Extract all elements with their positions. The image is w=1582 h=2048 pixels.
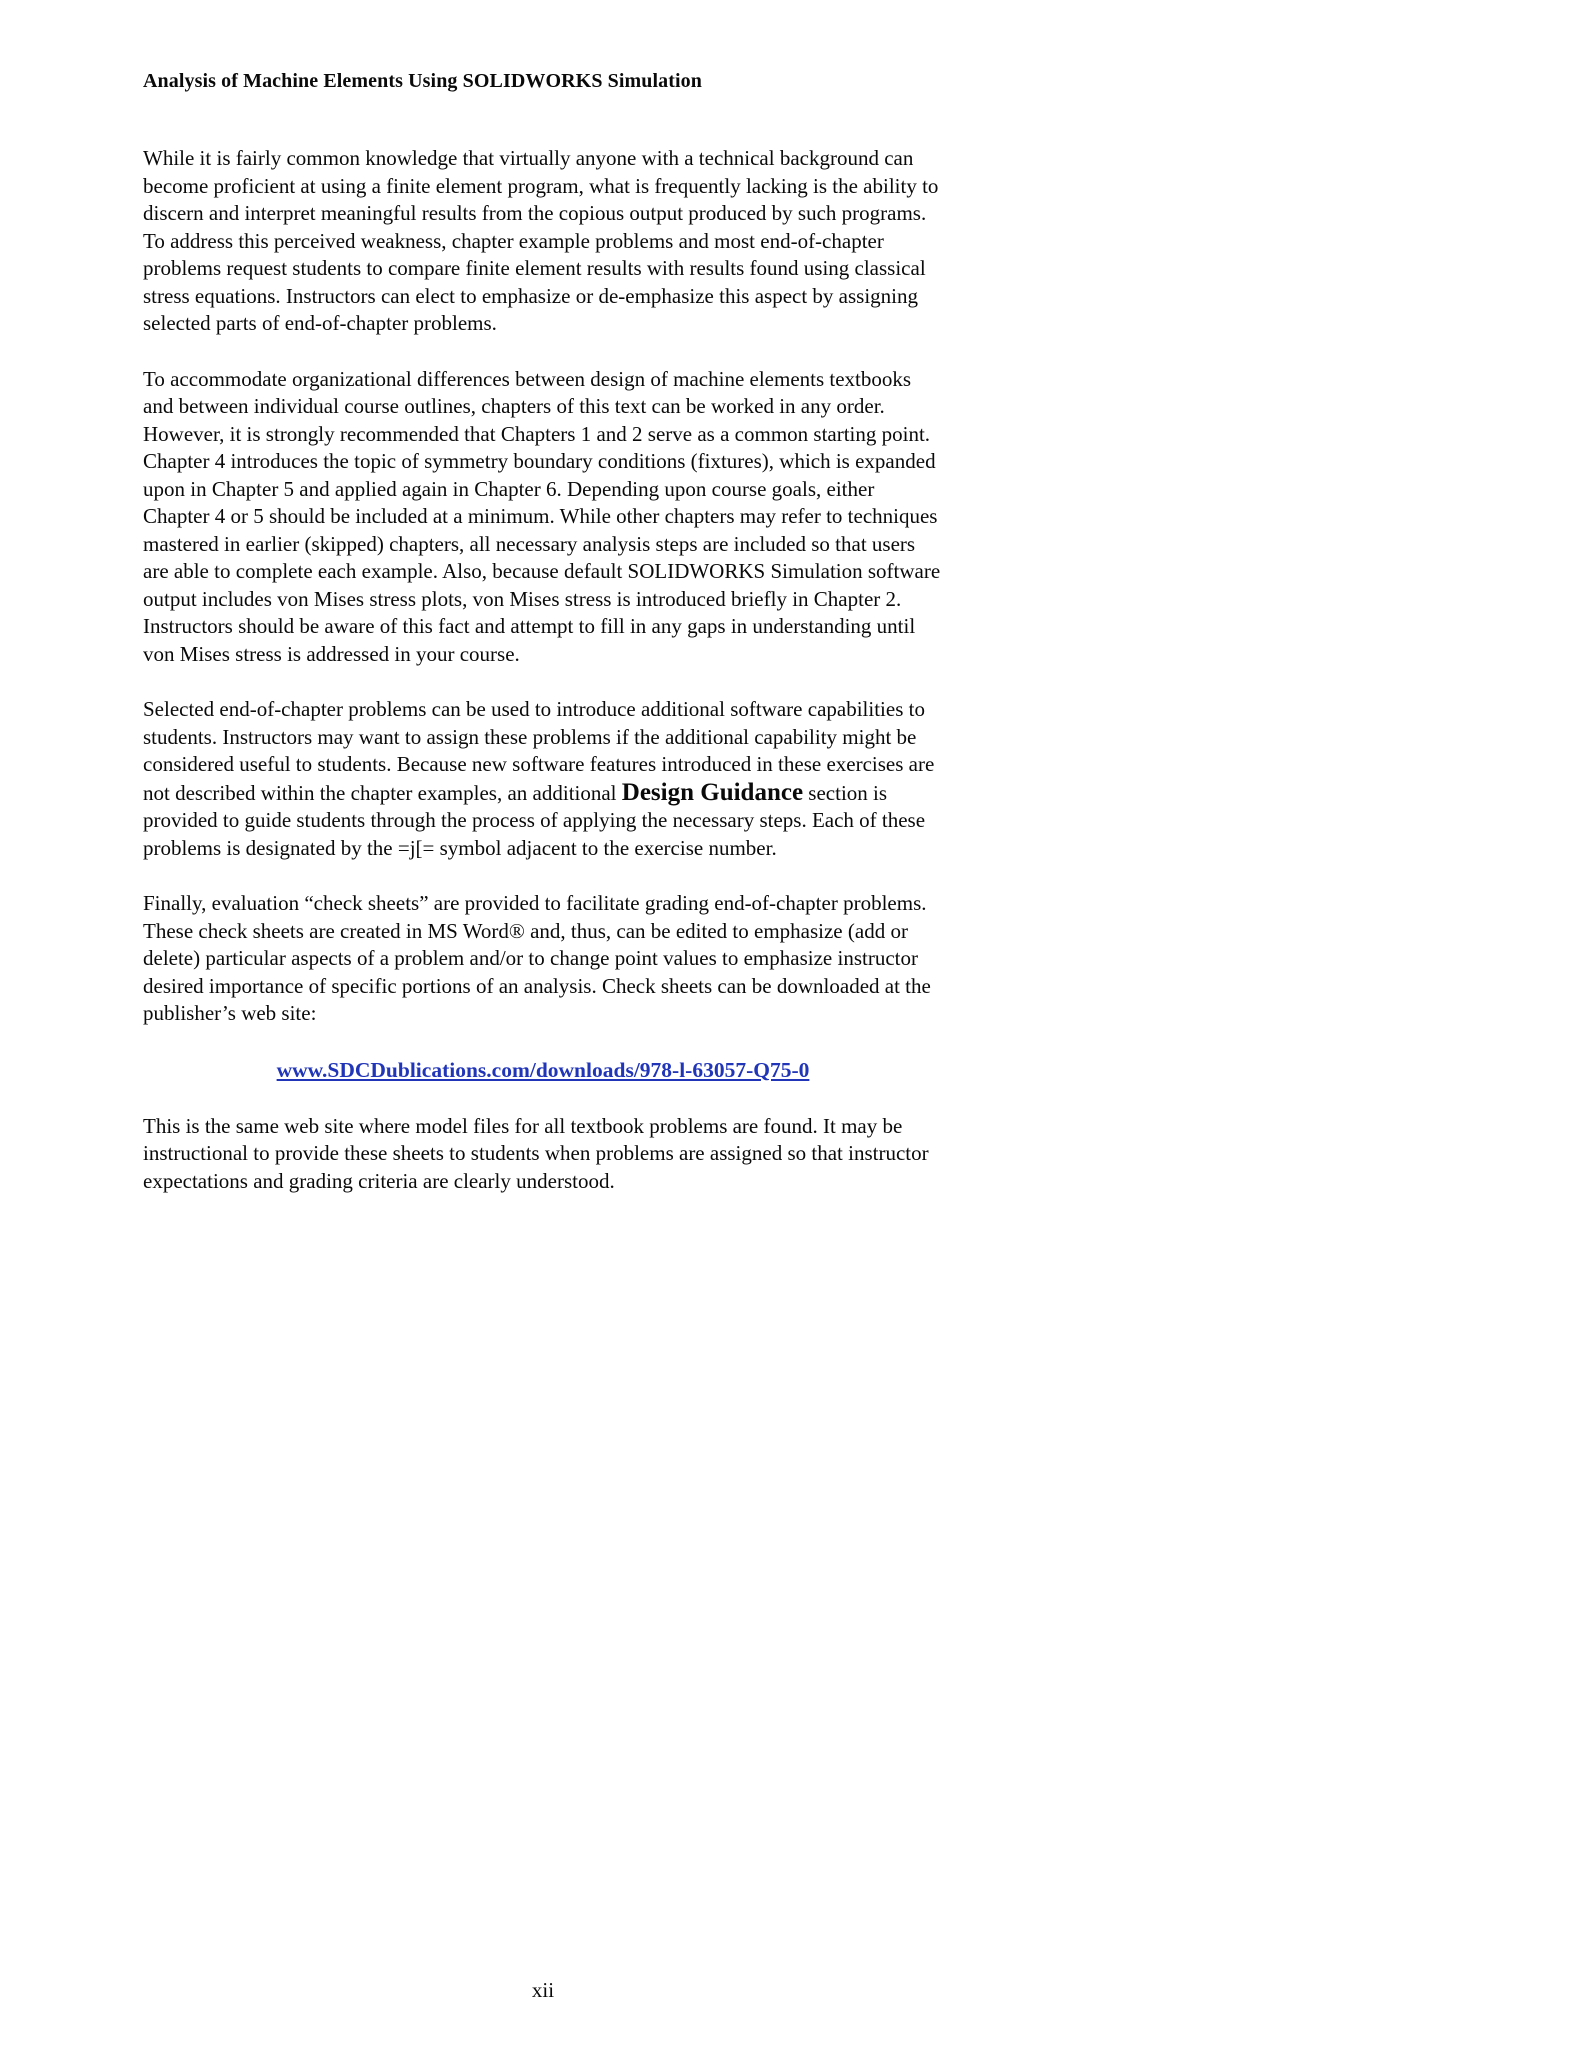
paragraph-check-sheets: Finally, evaluation “check sheets” are provided to facilitate grading end-of-chapter problems. These check sheets are created in MS Word® and, thus, can be edited to emphasize (add or delete) particular aspects of a problem and/or to change point values to emphasize instructor desired importance of specific portions of an analysis. Check sheets can be downloaded at the publisher’s web site: [143, 891, 931, 1025]
paragraph-design-guidance-before: Selected end-of-chapter problems can be used to introduce additional software capabilities to students. Instructors may want to assign these problems if the additional capability might be considered useful to students. Because new software features introduced in these exercises are not described within the chapter examples, an additional [143, 697, 935, 805]
page-content [143, 70, 943, 1223]
paragraph-chapter-order: To accommodate organizational differences between design of machine elements textbooks and between individual course outlines, chapters of this text can be worked in any order. However, it is strongly recommended that Chapters 1 and 2 serve as a common starting point. Chapter 4 introduces the topic of symmetry boundary conditions (fixtures), which is expanded upon in Chapter 5 and applied again in Chapter 6. Depending upon course goals, either Chapter 4 or 5 should be included at a minimum. While other chapters may refer to techniques mastered in earlier (skipped) chapters, all necessary analysis steps are included so that users are able to complete each example. Also, because default SOLIDWORKS Simulation software output includes von Mises stress plots, von Mises stress is introduced briefly in Chapter 2. Instructors should be aware of this fact and attempt to fill in any gaps in understanding until von Mises stress is addressed in your course. [143, 366, 941, 666]
page-number: xii [531, 1978, 555, 2002]
download-link-line [143, 1058, 943, 1083]
running-header: Analysis of Machine Elements Using SOLIDWORKS Simulation [143, 70, 703, 92]
paragraph-intro-fea-results: While it is fairly common knowledge that virtually anyone with a technical background can become proficient at using a finite element program, what is frequently lacking is the ability to discern and interpret meaningful results from the copious output produced by such programs. To address this perceived weakness, chapter example problems and most end-of-chapter problems request students to compare finite element results with results found using classical stress equations. Instructors can elect to emphasize or de-emphasize this aspect by assigning selected parts of end-of-chapter problems. [143, 146, 939, 335]
design-guidance-inline-heading: Design Guidance [621, 778, 804, 806]
paragraph-design-guidance [143, 696, 943, 862]
paragraph-design-guidance-after: section is provided to guide students through the process of applying the necessary steps. Each of these problems is designated by the =j[= symbol adjacent to the exercise number. [143, 780, 926, 860]
publisher-download-link[interactable]: www.SDCDublications.com/downloads/978-l-63057-Q75-0 [276, 1057, 810, 1082]
paragraph-model-files: This is the same web site where model files for all textbook problems are found. It may be instructional to provide these sheets to students when problems are assigned so that instructor expectations and grading criteria are clearly understood. [143, 1113, 929, 1193]
